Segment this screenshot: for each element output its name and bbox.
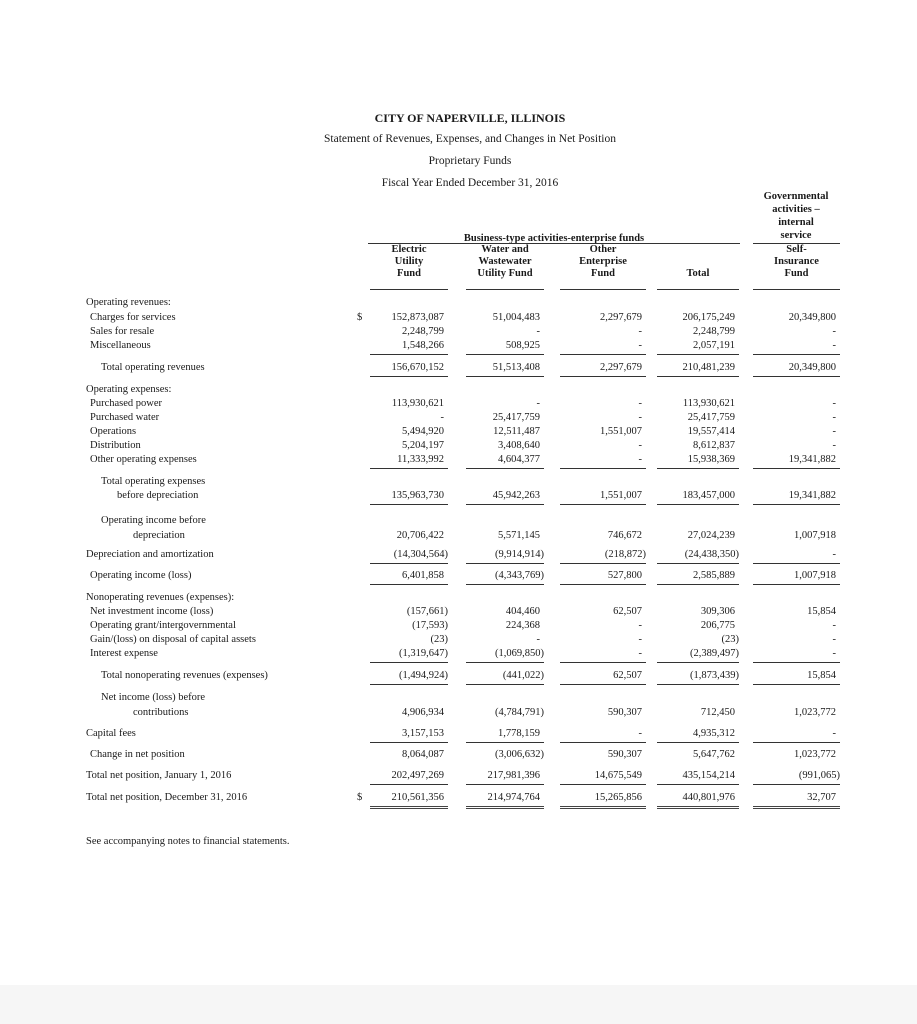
cell-value: 1,551,007: [600, 426, 642, 437]
cell-value: -: [536, 326, 540, 337]
total-rule: [370, 504, 448, 505]
total-rule: [560, 784, 646, 785]
cell-value: 5,204,197: [402, 440, 444, 451]
total-rule: [753, 354, 840, 355]
total-rule: [753, 504, 840, 505]
cell-value: 15,265,856: [594, 792, 642, 803]
total-rule: [560, 584, 646, 585]
cell-value: -: [638, 634, 642, 645]
cell-value: -: [832, 340, 836, 351]
col-line: Wastewater: [478, 256, 532, 267]
row-label-continued: contributions: [133, 707, 189, 718]
cell-value: -: [638, 398, 642, 409]
cell-value: 6,401,858: [402, 570, 444, 581]
total-rule: [657, 784, 739, 785]
total-rule: [370, 563, 448, 564]
col-line: [657, 244, 739, 256]
row-label: Capital fees: [86, 728, 136, 739]
cell-value: 1,551,007: [600, 490, 642, 501]
total-rule: [370, 742, 448, 743]
row-label: Miscellaneous: [90, 340, 151, 351]
row-label: Purchased power: [90, 398, 163, 409]
cell-value: 113,930,621: [391, 398, 444, 409]
cell-value: 206,175,249: [682, 312, 735, 323]
total-rule: [560, 742, 646, 743]
col-line: Utility: [394, 256, 424, 267]
total-rule: [466, 584, 544, 585]
total-rule: [466, 376, 544, 377]
cell-value: 8,612,837: [693, 440, 735, 451]
cell-value: 4,935,312: [693, 728, 735, 739]
row-label: Total net position, January 1, 2016: [86, 770, 232, 781]
gov-header-line: internal: [778, 217, 814, 228]
cell-value: 25,417,759: [492, 412, 540, 423]
gov-header-line: Governmental: [763, 191, 829, 202]
total-rule: [753, 806, 840, 809]
cell-value: -: [638, 326, 642, 337]
cell-value: -: [638, 728, 642, 739]
total-rule: [370, 684, 448, 685]
cell-value: 1,023,772: [794, 749, 836, 760]
cell-value: 206,775: [700, 620, 735, 631]
col-line: Other: [589, 244, 617, 255]
cell-value: 27,024,239: [687, 530, 735, 541]
business-type-header: Business-type activities-enterprise funds: [463, 233, 645, 244]
total-rule: [657, 584, 739, 585]
cell-value: (23): [430, 634, 448, 645]
total-rule: [753, 376, 840, 377]
cell-value: 135,963,730: [391, 490, 444, 501]
cell-value: 19,557,414: [687, 426, 735, 437]
row-label: Interest expense: [90, 648, 158, 659]
cell-value: (3,006,632): [495, 749, 544, 760]
col-rule: [657, 289, 739, 290]
footer-note: See accompanying notes to financial statements.: [86, 836, 290, 847]
row-label: Charges for services: [90, 312, 176, 323]
column-header-other: [560, 244, 646, 280]
row-label: Total operating expenses: [101, 476, 206, 487]
cell-value: 45,942,263: [492, 490, 540, 501]
cell-value: 20,349,800: [788, 362, 836, 373]
cell-value: -: [638, 620, 642, 631]
col-line: Enterprise: [579, 256, 627, 267]
row-label: Total net position, December 31, 2016: [86, 792, 248, 803]
column-header-electric: [370, 244, 448, 280]
cell-value: 62,507: [613, 670, 642, 681]
row-label: Distribution: [90, 440, 141, 451]
cell-value: (23): [721, 634, 739, 645]
col-line: Water and: [481, 244, 529, 255]
cell-value: (991,065): [798, 770, 840, 781]
total-rule: [466, 784, 544, 785]
total-rule: [466, 354, 544, 355]
cell-value: 4,604,377: [498, 454, 540, 465]
cell-value: (4,784,791): [495, 707, 544, 718]
cell-value: 15,854: [807, 606, 836, 617]
row-label: Nonoperating revenues (expenses):: [86, 592, 235, 603]
cell-value: 1,023,772: [794, 707, 836, 718]
row-label: Total operating revenues: [101, 362, 205, 373]
total-rule: [657, 662, 739, 663]
cell-value: -: [638, 412, 642, 423]
cell-value: (2,389,497): [690, 648, 739, 659]
cell-value: -: [536, 634, 540, 645]
cell-value: 2,585,889: [693, 570, 735, 581]
cell-value: 1,007,918: [794, 570, 836, 581]
fund-type: Proprietary Funds: [428, 155, 512, 167]
total-rule: [370, 468, 448, 469]
cell-value: 2,057,191: [693, 340, 735, 351]
col-rule: [466, 289, 544, 290]
cell-value: (218,872): [604, 549, 646, 560]
cell-value: 4,906,934: [402, 707, 444, 718]
total-rule: [753, 742, 840, 743]
cell-value: 590,307: [607, 749, 642, 760]
cell-value: 51,004,483: [492, 312, 540, 323]
cell-value: 62,507: [613, 606, 642, 617]
cell-value: 1,007,918: [794, 530, 836, 541]
total-rule: [657, 806, 739, 809]
row-label: Operating income before: [101, 515, 206, 526]
cell-value: -: [638, 440, 642, 451]
total-rule: [560, 662, 646, 663]
total-rule: [466, 563, 544, 564]
total-rule: [466, 806, 544, 809]
cell-value: 217,981,396: [487, 770, 540, 781]
col-line: [657, 256, 739, 268]
page-bottom-band: [0, 985, 917, 1024]
col-rule: [370, 289, 448, 290]
col-line: Insurance: [774, 256, 819, 267]
cell-value: -: [832, 326, 836, 337]
cell-value: 210,481,239: [682, 362, 735, 373]
governmental-activities-header: [752, 190, 840, 242]
column-header-total: [657, 244, 739, 280]
total-rule: [560, 468, 646, 469]
cell-value: (14,304,564): [393, 549, 448, 560]
total-rule: [370, 806, 448, 809]
cell-value: -: [832, 549, 836, 560]
cell-value: -: [832, 648, 836, 659]
cell-value: -: [832, 426, 836, 437]
cell-value: 15,938,369: [687, 454, 735, 465]
row-label: Change in net position: [90, 749, 185, 760]
total-rule: [657, 563, 739, 564]
cell-value: -: [638, 454, 642, 465]
cell-value: 1,548,266: [402, 340, 444, 351]
row-label: Net income (loss) before: [101, 692, 206, 703]
row-label-continued: depreciation: [133, 530, 185, 541]
cell-value: 20,349,800: [788, 312, 836, 323]
total-rule: [560, 684, 646, 685]
cell-value: 2,248,799: [693, 326, 735, 337]
col-line: Total: [686, 268, 710, 279]
cell-value: 14,675,549: [594, 770, 642, 781]
cell-value: -: [832, 398, 836, 409]
cell-value: 309,306: [700, 606, 735, 617]
total-rule: [466, 504, 544, 505]
row-label: Sales for resale: [90, 326, 155, 337]
total-rule: [560, 806, 646, 809]
cell-value: 202,497,269: [391, 770, 444, 781]
cell-value: 19,341,882: [788, 490, 836, 501]
cell-value: 224,368: [505, 620, 540, 631]
total-rule: [370, 784, 448, 785]
cell-value: -: [536, 398, 540, 409]
row-label: Operating revenues:: [86, 297, 171, 308]
row-label-continued: before depreciation: [117, 490, 199, 501]
cell-value: (441,022): [502, 670, 544, 681]
col-rule: [560, 289, 646, 290]
total-rule: [560, 504, 646, 505]
cell-value: (1,069,850): [495, 648, 544, 659]
col-line: Electric: [391, 244, 427, 255]
total-rule: [657, 742, 739, 743]
cell-value: -: [638, 648, 642, 659]
cell-value: 8,064,087: [402, 749, 444, 760]
row-label: Net investment income (loss): [90, 606, 214, 617]
cell-value: 5,647,762: [693, 749, 735, 760]
cell-value: 210,561,356: [391, 792, 444, 803]
cell-value: (157,661): [406, 606, 448, 617]
total-rule: [370, 354, 448, 355]
cell-value: 5,494,920: [402, 426, 444, 437]
total-rule: [657, 504, 739, 505]
cell-value: -: [832, 728, 836, 739]
cell-value: -: [638, 340, 642, 351]
cell-value: (24,438,350): [684, 549, 739, 560]
total-rule: [753, 662, 840, 663]
total-rule: [466, 742, 544, 743]
cell-value: 440,801,976: [682, 792, 735, 803]
gov-header-line: service: [780, 230, 812, 241]
total-rule: [753, 684, 840, 685]
total-rule: [560, 354, 646, 355]
cell-value: 435,154,214: [682, 770, 735, 781]
cell-value: 3,408,640: [498, 440, 540, 451]
cell-value: 746,672: [607, 530, 642, 541]
col-line: Fund: [591, 268, 615, 279]
column-header-self-insurance: [753, 244, 840, 280]
cell-value: -: [832, 634, 836, 645]
total-rule: [657, 468, 739, 469]
cell-value: 19,341,882: [788, 454, 836, 465]
cell-value: (17,593): [412, 620, 448, 631]
cell-value: 15,854: [807, 670, 836, 681]
row-label: Operating income (loss): [90, 570, 192, 581]
cell-value: 404,460: [505, 606, 540, 617]
cell-value: (4,343,769): [495, 570, 544, 581]
cell-value: (1,319,647): [399, 648, 448, 659]
row-label: Operations: [90, 426, 137, 437]
cell-value: 32,707: [807, 792, 836, 803]
cell-value: 712,450: [700, 707, 735, 718]
entity-title: CITY OF NAPERVILLE, ILLINOIS: [374, 111, 566, 125]
cell-value: 152,873,087: [391, 312, 444, 323]
cell-value: -: [832, 620, 836, 631]
col-line: Fund: [784, 268, 809, 279]
row-label: Operating expenses:: [86, 384, 172, 395]
cell-value: 508,925: [505, 340, 540, 351]
col-line: Self-: [786, 244, 807, 255]
cell-value: (1,494,924): [399, 670, 448, 681]
column-header-water: [466, 244, 544, 280]
total-rule: [657, 376, 739, 377]
col-line: Fund: [397, 268, 421, 279]
cell-value: 51,513,408: [492, 362, 540, 373]
cell-value: 2,297,679: [600, 312, 642, 323]
currency-symbol: $: [357, 792, 363, 803]
total-rule: [753, 468, 840, 469]
cell-value: 11,333,992: [397, 454, 444, 465]
row-label: Depreciation and amortization: [86, 549, 214, 560]
statement-title: Statement of Revenues, Expenses, and Changes in Net Position: [324, 133, 616, 145]
cell-value: 590,307: [607, 707, 642, 718]
cell-value: 527,800: [607, 570, 642, 581]
cell-value: -: [832, 440, 836, 451]
cell-value: 1,778,159: [498, 728, 540, 739]
cell-value: 25,417,759: [687, 412, 735, 423]
cell-value: 20,706,422: [396, 530, 444, 541]
cell-value: 2,297,679: [600, 362, 642, 373]
cell-value: 183,457,000: [682, 490, 735, 501]
col-line: Utility Fund: [477, 268, 533, 279]
row-label: Gain/(loss) on disposal of capital assets: [90, 634, 256, 645]
cell-value: (1,873,439): [690, 670, 739, 681]
row-label: Purchased water: [90, 412, 160, 423]
total-rule: [753, 563, 840, 564]
cell-value: 5,571,145: [498, 530, 540, 541]
cell-value: -: [832, 412, 836, 423]
total-rule: [466, 468, 544, 469]
total-rule: [466, 684, 544, 685]
col-rule: [753, 289, 840, 290]
total-rule: [560, 563, 646, 564]
cell-value: (9,914,914): [495, 549, 544, 560]
currency-symbol: $: [357, 312, 363, 323]
total-rule: [657, 684, 739, 685]
total-rule: [753, 584, 840, 585]
row-label: Other operating expenses: [90, 454, 197, 465]
cell-value: -: [440, 412, 444, 423]
fiscal-period: Fiscal Year Ended December 31, 2016: [381, 177, 559, 189]
row-label: Total nonoperating revenues (expenses): [101, 670, 268, 681]
total-rule: [370, 662, 448, 663]
total-rule: [370, 584, 448, 585]
total-rule: [370, 376, 448, 377]
cell-value: 156,670,152: [391, 362, 444, 373]
cell-value: 113,930,621: [682, 398, 735, 409]
total-rule: [466, 662, 544, 663]
cell-value: 214,974,764: [487, 792, 540, 803]
total-rule: [753, 784, 840, 785]
total-rule: [657, 354, 739, 355]
row-label: Operating grant/intergovernmental: [90, 620, 236, 631]
gov-header-line: activities –: [772, 204, 820, 215]
cell-value: 3,157,153: [402, 728, 444, 739]
total-rule: [560, 376, 646, 377]
cell-value: 12,511,487: [493, 426, 540, 437]
cell-value: 2,248,799: [402, 326, 444, 337]
